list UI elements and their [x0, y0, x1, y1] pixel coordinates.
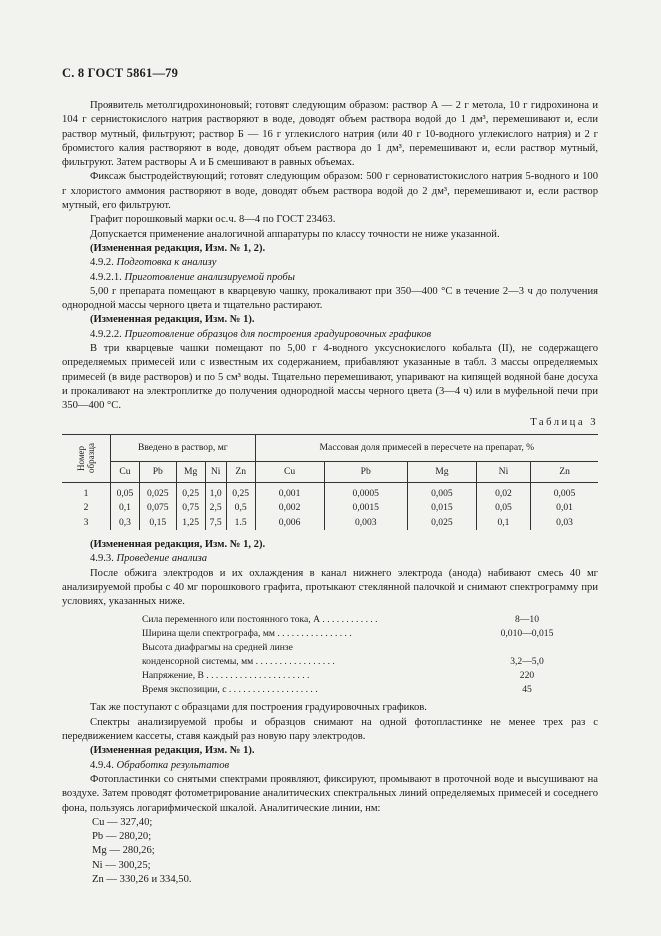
revision-note: (Измененная редакция, Изм. № 1). [90, 745, 255, 757]
column-header: Ni [205, 461, 226, 482]
table-cell: 0,05 [476, 501, 530, 515]
table-cell: 0,01 [531, 501, 598, 515]
revision-note: (Измененная редакция, Изм. № 1). [90, 314, 255, 326]
table-cell: 0,005 [407, 482, 476, 501]
document-body [62, 99, 598, 887]
data-table [62, 434, 598, 530]
column-header: Cu [255, 461, 324, 482]
paragraph-equipment: Допускается применение аналогичной аппаратуры по классу точности не ниже указанной. [90, 228, 500, 240]
column-header: Zn [226, 461, 255, 482]
column-group-mass-fraction: Массовая доля примесей в пересчете на препарат, % [255, 434, 598, 461]
table-cell: 3 [83, 516, 89, 528]
table-cell: 0,006 [255, 516, 324, 530]
table-cell: 0,075 [139, 501, 176, 515]
table-cell: 0,05 [111, 482, 140, 501]
table-cell: 0,003 [324, 516, 407, 530]
paragraph-processing: Фотопластинки со снятыми спектрами проявляют, фиксируют, промывают в проточной воде и высушивают на воздухе. Затем проводят фотометрирование аналитических спектральных линий определяемых примесей и соседнего фона, пользуясь логарифмической шкалой. Аналитические линии, нм: [62, 773, 598, 814]
table-cell: 0,015 [407, 501, 476, 515]
paragraph-spectra: Спектры анализируемой пробы и образцов снимают на одной фотопластинке не менее трех раз с передвижением кассеты, ставя каждый раз новую пару электродов. [62, 716, 598, 743]
condition-value [472, 641, 582, 655]
table-row [62, 501, 598, 515]
table-cell: 0,025 [407, 516, 476, 530]
section-number: 4.9.3. [90, 553, 117, 565]
column-header: Cu [111, 461, 140, 482]
table-cell: 2 [83, 502, 89, 514]
section-heading [62, 271, 598, 285]
table-cell: 0,3 [111, 516, 140, 530]
condition-label: конденсорной системы, мм . . . . . . . . . . . . . . . . . [142, 656, 335, 668]
condition-label: Высота диафрагмы на средней линзе [142, 642, 293, 654]
section-number: 4.9.2. [90, 257, 117, 269]
table-cell: 1,25 [176, 516, 205, 530]
table-cell: 0,25 [176, 482, 205, 501]
column-header: Zn [531, 461, 598, 482]
section-title: Приготовление анализируемой пробы [124, 271, 295, 283]
condition-label: Ширина щели спектрографа, мм . . . . . . . . . . . . . . . . [142, 628, 352, 640]
condition-value: 0,010—0,015 [500, 628, 554, 640]
table-row [62, 482, 598, 501]
condition-row [142, 683, 598, 697]
condition-label: Напряжение, В . . . . . . . . . . . . . . . . . . . . . . [142, 670, 310, 682]
section-title: Приготовление образцов для построения градуировочных графиков [124, 328, 432, 340]
section-title: Обработка результатов [116, 759, 230, 771]
table-row [62, 516, 598, 530]
table-cell: 0,001 [255, 482, 324, 501]
section-heading [62, 552, 598, 566]
table-cell: 0,75 [176, 501, 205, 515]
conditions-list [142, 613, 598, 697]
paragraph-analysis: После обжига электродов и их охлаждения в канал нижнего электрода (анода) набивают смесь 40 мг анализируемой пробы с 40 мг порошкового графита, протыкают стеклянной палочкой и снимают спектрограмму при условиях, указанных ниже. [62, 567, 598, 608]
condition-value: 220 [519, 670, 535, 682]
table-cell: 2,5 [205, 501, 226, 515]
condition-row [142, 669, 598, 683]
column-header: Pb [324, 461, 407, 482]
table-cell: 7,5 [205, 516, 226, 530]
table-cell: 0,03 [531, 516, 598, 530]
section-heading [62, 759, 598, 773]
column-header: Mg [176, 461, 205, 482]
table-cell: 0,005 [531, 482, 598, 501]
table-cell: 0,15 [139, 516, 176, 530]
revision-note: (Измененная редакция, Изм. № 1, 2). [90, 539, 266, 550]
condition-row [142, 613, 598, 627]
column-group-introduced: Введено в раствор, мг [111, 434, 256, 461]
paragraph-fixer: Фиксаж быстродействующий; готовят следующим образом: 500 г серноватистокислого натрия 5-водного и 100 г хлористого аммония растворяют в воде, доводят объем раствора водой до 2 дм³, перемешивают и, если раствор мутный, его фильтруют. [62, 171, 598, 212]
table-caption: Таблица 3 [530, 416, 598, 428]
table-cell: 0,5 [226, 501, 255, 515]
table-cell: 0,0005 [324, 482, 407, 501]
analytical-line: Zn — 330,26 и 334,50. [92, 874, 192, 886]
analytical-lines-list [64, 816, 598, 887]
analytical-line: Pb — 280,20; [92, 831, 152, 843]
section-number: 4.9.2.1. [90, 271, 125, 283]
column-header: Pb [139, 461, 176, 482]
condition-row [142, 627, 598, 641]
table-cell: 0,002 [255, 501, 324, 515]
table-cell: 0,02 [476, 482, 530, 501]
table-cell: 0,025 [139, 482, 176, 501]
paragraph-sample-prep: 5,00 г препарата помещают в кварцевую чашку, прокаливают при 350—400 °С в течение 2—3 ч до получения однородной массы черного цвета и тщательно растирают. [62, 285, 598, 312]
analytical-line: Mg — 280,26; [92, 845, 155, 857]
column-header-sample: Номер образца [62, 434, 111, 482]
condition-label: Время экспозиции, с . . . . . . . . . . . . . . . . . . . [142, 684, 318, 696]
table-cell: 0,1 [111, 501, 140, 515]
condition-value: 3,2—5,0 [510, 656, 544, 668]
paragraph-calibration-same: Так же поступают с образцами для построения градуировочных графиков. [90, 702, 427, 714]
section-number: 4.9.2.2. [90, 328, 125, 340]
analytical-line: Ni — 300,25; [92, 859, 151, 871]
section-heading [62, 328, 598, 342]
paragraph-calibration: В три кварцевые чашки помещают по 5,00 г 4-водного уксуснокислого кобальта (II), не содержащего определяемых примесей или с известным их содержанием, прибавляют указанные в табл. 3 массы определяемых примесей (в виде растворов) и по 5 см³ воды. Тщательно перемешивают, упаривают на кипящей водяной бане досуха и прокаливают на электроплитке до получения однородной массы черного цвета (3—4 ч) или в муфельной печи при 350—400 °С. [62, 343, 598, 412]
column-header: Mg [407, 461, 476, 482]
section-title: Проведение анализа [116, 553, 208, 565]
table-cell: 1,0 [205, 482, 226, 501]
section-number: 4.9.4. [90, 759, 117, 771]
paragraph-graphite: Графит порошковый марки ос.ч. 8—4 по ГОСТ 23463. [90, 214, 336, 226]
condition-value: 45 [522, 684, 532, 696]
analytical-line: Cu — 327,40; [92, 816, 153, 828]
section-title: Подготовка к анализу [116, 257, 217, 269]
revision-note: (Измененная редакция, Изм. № 1, 2). [90, 242, 266, 254]
condition-value: 8—10 [515, 614, 539, 626]
paragraph-developer: Проявитель метолгидрохиноновый; готовят следующим образом: раствор А — 2 г метола, 10 г гидрохинона и 104 г сернистокислого натрия растворяют в воде, доводят объем раствора водой до 1 дм³, перемешивают и, если раствор мутный, фильтруют; раствор Б — 16 г углекислого натрия (или 40 г 10-водного углекислого натрия) и 2 г бромистого калия растворяют в воде, доводят объем раствора до 1 дм³, перемешивают и, если раствор мутный, фильтруют. Затем растворы А и Б смешивают в равных объемах. [62, 100, 598, 169]
condition-row [142, 641, 598, 655]
page-header: С. 8 ГОСТ 5861—79 [62, 66, 179, 80]
table-cell: 0,0015 [324, 501, 407, 515]
table-cell: 1.5 [226, 516, 255, 530]
condition-row [142, 655, 598, 669]
column-header: Ni [476, 461, 530, 482]
table-cell: 0,1 [476, 516, 530, 530]
section-heading [62, 256, 598, 270]
table-cell: 1 [83, 487, 89, 499]
table-cell: 0,25 [226, 482, 255, 501]
condition-label: Сила переменного или постоянного тока, А . . . . . . . . . . . . [142, 614, 378, 626]
